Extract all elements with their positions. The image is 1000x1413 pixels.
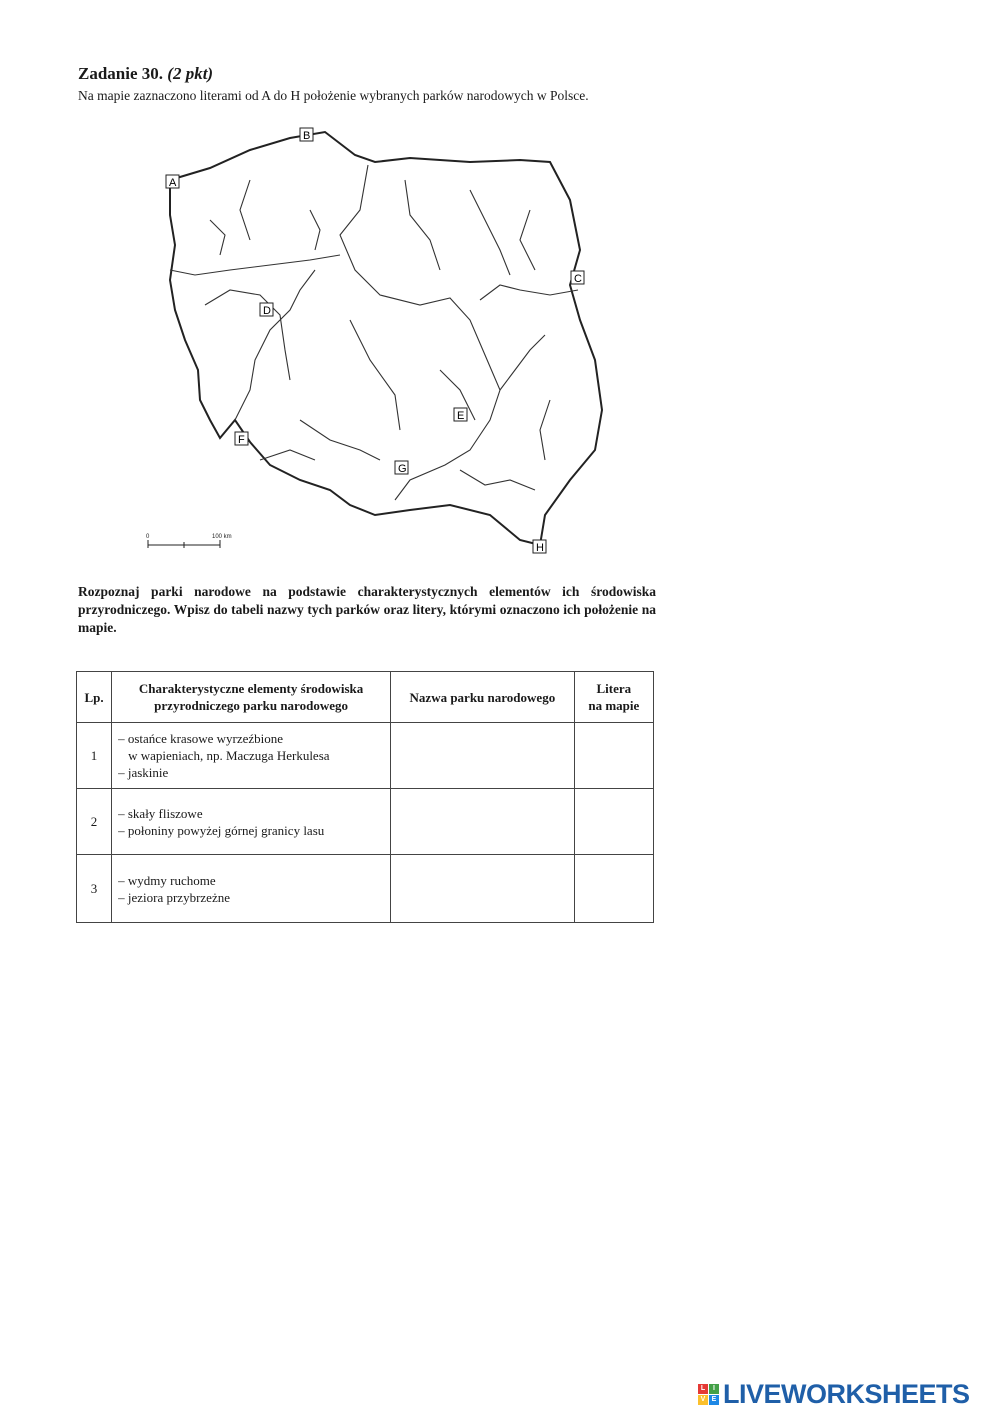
row-elements — [112, 723, 391, 789]
park-label-h: H — [536, 542, 544, 554]
park-label-c: C — [574, 273, 582, 285]
table-row — [77, 855, 654, 923]
task-title — [78, 64, 658, 84]
task-header — [78, 64, 658, 105]
park-marker-b — [300, 128, 313, 142]
task-instruction: Rozpoznaj parki narodowe na podstawie charakterystycznych elementów ich środowiska przyrodniczego. Wpisz do tabeli nazwy tych parków oraz litery, którymi oznaczono ich położenie na mapie. — [78, 584, 656, 635]
element-line: – jaskinie — [118, 765, 169, 780]
park-marker-h — [533, 540, 546, 554]
rivers — [170, 165, 578, 500]
header-letter-line2: na mapie — [588, 698, 640, 713]
park-name-answer-cell[interactable] — [391, 723, 575, 789]
park-marker-c — [571, 271, 584, 285]
element-line: w wapieniach, np. Maczuga Herkulesa — [128, 748, 330, 763]
task-number: Zadanie 30. — [78, 64, 164, 83]
poland-border — [170, 132, 602, 545]
liveworksheets-brand — [698, 1379, 970, 1409]
park-label-f: F — [238, 434, 245, 446]
task-intro: Na mapie zaznaczono literami od A do H położenie wybranych parków narodowych w Polsce. — [78, 88, 589, 103]
logo-letter: V — [698, 1395, 708, 1405]
header-letter-line1: Litera — [596, 681, 632, 696]
table-row — [77, 789, 654, 855]
park-marker-d — [260, 303, 273, 317]
header-lp: Lp. — [77, 672, 112, 723]
logo-letter: I — [709, 1384, 719, 1394]
scale-end-label: 100 km — [212, 534, 232, 540]
logo-letter: L — [698, 1384, 708, 1394]
letter-answer-cell[interactable] — [574, 723, 653, 789]
park-label-a: A — [169, 177, 177, 189]
scale-start-label: 0 — [146, 534, 150, 540]
task-points: (2 pkt) — [167, 64, 214, 83]
map-labels — [166, 128, 584, 554]
park-label-b: B — [303, 130, 311, 142]
row-number: 1 — [77, 723, 112, 789]
scale-bar — [146, 534, 232, 548]
row-number: 2 — [77, 789, 112, 855]
element-line: – ostańce krasowe wyrzeźbione — [118, 731, 284, 746]
park-marker-f — [235, 432, 248, 446]
row-elements — [112, 855, 391, 923]
row-number: 3 — [77, 855, 112, 923]
brand-name: LIVEWORKSHEETS — [723, 1378, 970, 1409]
park-label-g: G — [398, 463, 407, 475]
element-line: – skały fliszowe — [118, 805, 203, 821]
letter-answer-cell[interactable] — [574, 855, 653, 923]
header-park-name: Nazwa parku narodowego — [391, 672, 575, 723]
header-letter — [574, 672, 653, 723]
park-name-answer-cell[interactable] — [391, 855, 575, 923]
row-elements — [112, 789, 391, 855]
element-line: – połoniny powyżej górnej granicy lasu — [118, 822, 325, 838]
header-elements: Charakterystyczne elementy środowiska przyrodniczego parku narodowego — [112, 672, 391, 723]
table-header-row — [77, 672, 654, 723]
table-row — [77, 723, 654, 789]
park-label-e: E — [457, 410, 465, 422]
park-name-answer-cell[interactable] — [391, 789, 575, 855]
park-label-d: D — [263, 305, 271, 317]
park-marker-e — [454, 408, 467, 422]
answer-table — [76, 671, 654, 923]
logo-letter: E — [709, 1395, 719, 1405]
element-line: – wydmy ruchome — [118, 872, 216, 888]
poland-map — [140, 120, 620, 560]
letter-answer-cell[interactable] — [574, 789, 653, 855]
park-marker-a — [166, 175, 179, 189]
liveworksheets-logo-icon — [698, 1384, 719, 1405]
park-marker-g — [395, 461, 408, 475]
element-line: – jeziora przybrzeżne — [118, 889, 230, 905]
